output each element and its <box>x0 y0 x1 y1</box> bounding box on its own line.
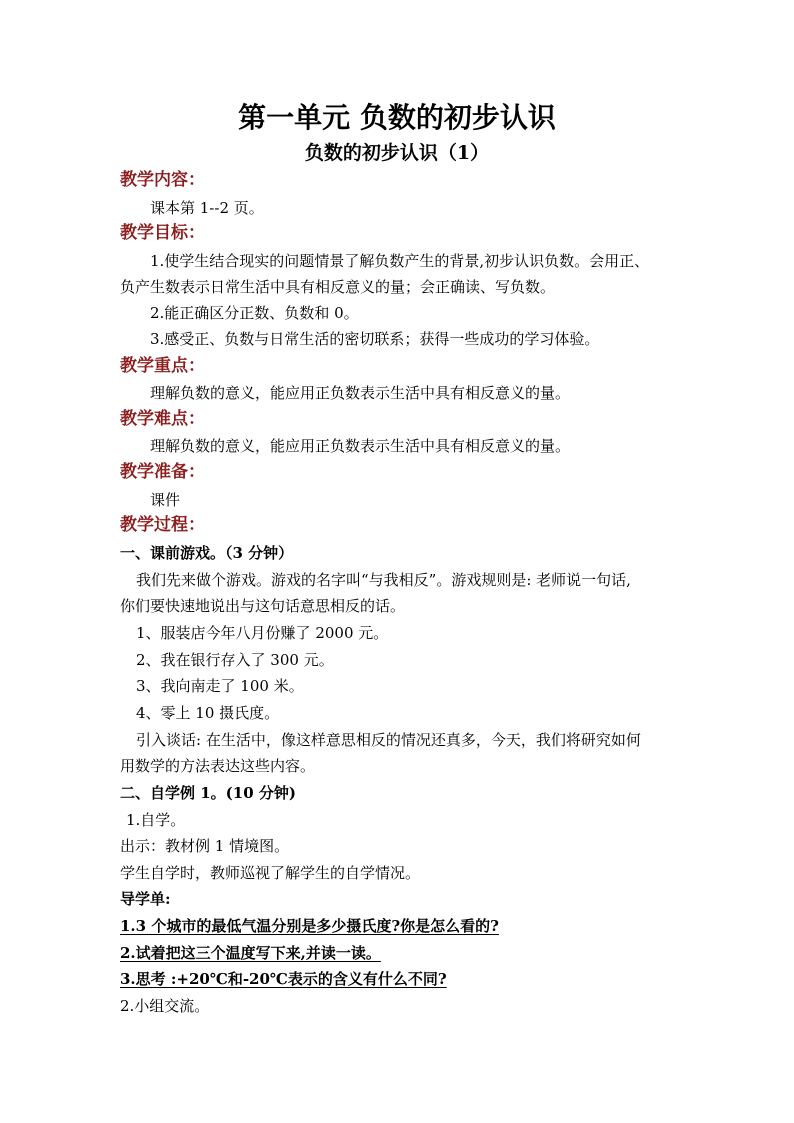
preparation-text: 课件 <box>150 491 181 509</box>
content-text: 课本第 1--2 页。 <box>150 199 264 217</box>
intro-talk-line-1: 引入谈话: 在生活中，像这样意思相反的情况还真多，今天，我们将研究如何 <box>136 731 641 749</box>
intro-talk-line-2: 用数学的方法表达这些内容。 <box>120 757 316 775</box>
game-item-2: 2、我在银行存入了 300 元。 <box>136 651 334 669</box>
goal-2: 2.能正确区分正数、负数和 0。 <box>150 304 359 322</box>
difficulty-heading: 教学难点： <box>120 409 205 429</box>
game-intro-line-1: 我们先来做个游戏。游戏的名字叫“与我相反”。游戏规则是: 老师说一句话, <box>136 571 631 589</box>
process-heading: 教学过程： <box>120 515 205 535</box>
part-2-heading: 二、自学例 1。(10 分钟) <box>120 784 296 802</box>
game-item-4: 4、零上 10 摄氏度。 <box>136 704 280 722</box>
part-1-heading: 一、课前游戏。（3 分钟） <box>120 544 294 562</box>
page-title: 第一单元 负数的初步认识 <box>238 101 556 134</box>
preparation-heading: 教学准备： <box>120 462 205 482</box>
goals-heading: 教学目标： <box>120 223 205 243</box>
game-item-3: 3、我向南走了 100 米。 <box>136 677 304 695</box>
game-intro-line-2: 你们要快速地说出与这句话意思相反的话。 <box>120 597 406 615</box>
content-heading: 教学内容： <box>120 170 205 190</box>
group-exchange-step: 2.小组交流。 <box>120 997 210 1015</box>
key-point-text: 理解负数的意义，能应用正负数表示生活中具有相反意义的量。 <box>150 384 571 402</box>
page-subtitle: 负数的初步认识（1） <box>304 142 490 164</box>
show-material: 出示：教材例 1 情境图。 <box>120 837 290 855</box>
goal-1-line-2: 负产生数表示日常生活中具有相反意义的量；会正确读、写负数。 <box>120 278 556 296</box>
goal-3: 3.感受正、负数与日常生活的密切联系；获得一些成功的学习体验。 <box>150 330 600 348</box>
goal-1-line-1: 1.使学生结合现实的问题情景了解负数产生的背景,初步认识负数。会用正、 <box>150 252 650 270</box>
self-study-step: 1.自学。 <box>126 811 186 829</box>
key-point-heading: 教学重点： <box>120 356 205 376</box>
guide-question-3: 3.思考 :+20℃和-20℃表示的含义有什么不同? <box>120 970 447 988</box>
game-item-1: 1、服装店今年八月份赚了 2000 元。 <box>136 624 389 642</box>
guide-question-1: 1.3 个城市的最低气温分别是多少摄氏度?你是怎么看的? <box>120 917 499 935</box>
difficulty-text: 理解负数的意义，能应用正负数表示生活中具有相反意义的量。 <box>150 437 571 455</box>
guide-sheet-heading: 导学单: <box>120 890 171 908</box>
guide-question-2: 2.试着把这三个温度写下来,并读一读。 <box>120 944 381 962</box>
teacher-observe: 学生自学时，教师巡视了解学生的自学情况。 <box>120 864 421 882</box>
